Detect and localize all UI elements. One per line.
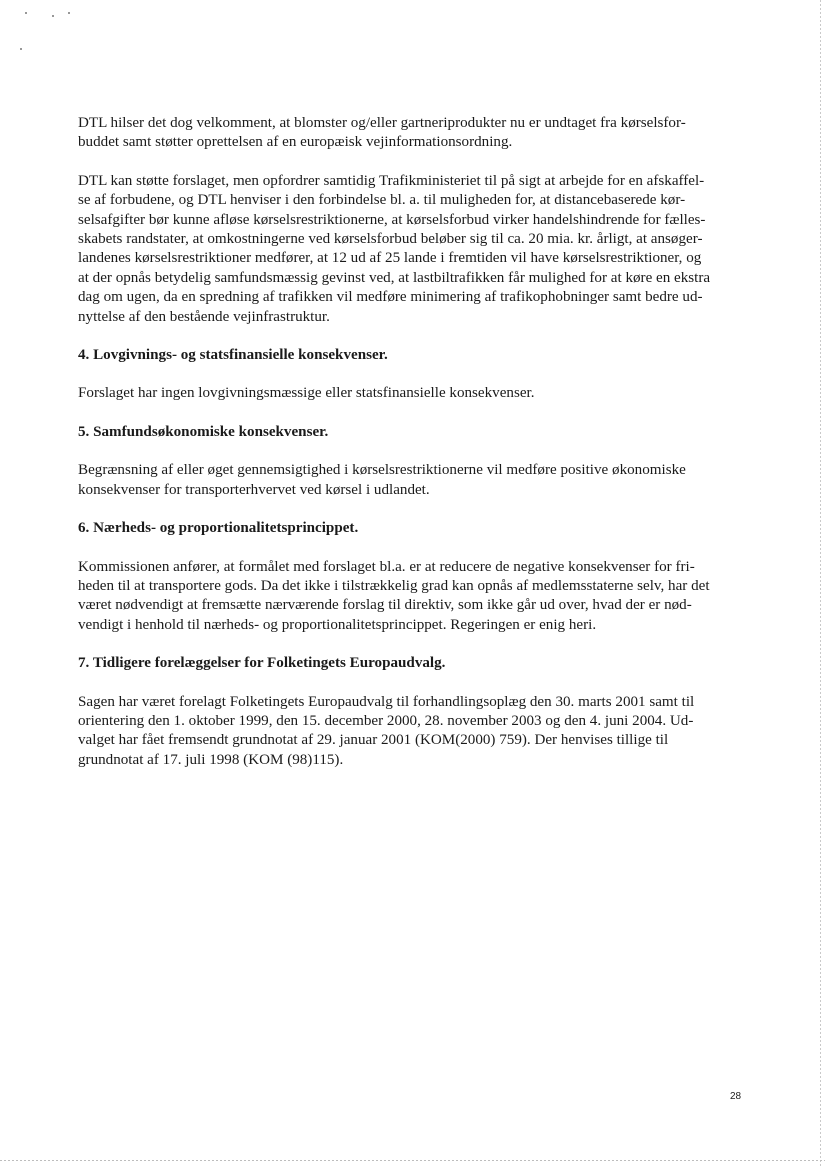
text-line: selsafgifter bør kunne afløse kørselsrestriktionerne, at kørselsforbud virker handelshindrende for fælles- — [78, 211, 706, 228]
scan-speck — [20, 48, 22, 50]
paragraph-economic-consequences — [78, 461, 746, 500]
text-line: orientering den 1. oktober 1999, den 15. december 2000, 28. november 2003 og den 4. juni 2004. Ud- — [78, 712, 694, 729]
text-line: DTL hilser det dog velkomment, at blomster og/eller gartneriprodukter nu er undtaget fra kørselsfor- — [78, 115, 686, 131]
scan-edge-bottom — [0, 1160, 825, 1161]
paragraph-dtl-welcome — [78, 114, 746, 153]
text-line: Sagen har været forelagt Folketingets Europaudvalg til forhandlingsoplæg den 30. marts 2001 samt til — [78, 693, 695, 710]
text-line: været nødvendigt at fremsætte nærværende forslag til direktiv, som ikke går ud over, hvad der er nød- — [78, 597, 692, 614]
text-line: heden til at transportere gods. Da det ikke i tilstrækkelig grad kan opnås af medlemsstaterne selv, har det — [78, 577, 710, 594]
text-line: Forslaget har ingen lovgivningsmæssige eller statsfinansielle konsekvenser. — [78, 385, 535, 402]
paragraph-previous-submissions — [78, 693, 746, 771]
page-number: 28 — [730, 1091, 742, 1102]
paragraph-subsidiarity — [78, 558, 746, 636]
text-line: nyttelse af den bestående vejinfrastruktur. — [78, 308, 330, 325]
text-line: landenes kørselsrestriktioner medfører, at 12 ud af 25 lande i fremtiden vil have kørselsrestriktioner, og — [78, 250, 702, 267]
text-line: DTL kan støtte forslaget, men opfordrer samtidig Trafikministeriet til på sigt at arbejde for en afskaffel- — [78, 172, 705, 189]
text-line: Kommissionen anfører, at formålet med forslaget bl.a. er at reducere de negative konsekvenser for fri- — [78, 558, 695, 575]
scan-speck — [52, 15, 54, 17]
text-line: Begrænsning af eller øget gennemsigtighed i kørselsrestriktionerne vil medføre positive økonomiske — [78, 462, 686, 479]
document-body — [78, 114, 746, 770]
text-line: valget har fået fremsendt grundnotat af 29. januar 2001 (KOM(2000) 759). Der henvises tillige til — [78, 732, 669, 749]
text-line: grundnotat af 17. juli 1998 (KOM (98)115). — [78, 751, 344, 768]
text-line: at der opnås betydelig samfundsmæssig gevinst ved, at lastbiltrafikken får mulighed for at køre en ekstra — [78, 269, 711, 286]
paragraph-dtl-support — [78, 172, 746, 327]
section-heading-7: 7. Tidligere forelæggelser for Folketingets Europaudvalg. — [78, 655, 446, 672]
paragraph-legislative-consequences — [78, 384, 746, 403]
section-heading-4: 4. Lovgivnings- og statsfinansielle konsekvenser. — [78, 347, 388, 364]
text-line: skabets randstater, at omkostningerne ved kørselsforbud beløber sig til ca. 20 mia. kr. årligt, at ansøger- — [78, 231, 703, 248]
scan-speck — [25, 12, 27, 14]
section-heading-5: 5. Samfundsøkonomiske konsekvenser. — [78, 423, 329, 440]
text-line: se af forbudene, og DTL henviser i den forbindelse bl. a. til muligheden for, at distancebaserede kør- — [78, 192, 686, 209]
scan-edge-right — [820, 0, 821, 1167]
text-line: konsekvenser for transporterhvervet ved kørsel i udlandet. — [78, 481, 430, 498]
text-line: buddet samt støtter oprettelsen af en europæisk vejinformationsordning. — [78, 134, 513, 151]
scan-speck — [68, 12, 70, 14]
text-line: vendigt i henhold til nærheds- og proportionalitetsprincippet. Regeringen er enig heri. — [78, 616, 597, 633]
text-line: dag om ugen, da en spredning af trafikken vil medføre minimering af trafikophobninger samt bedre ud- — [78, 289, 703, 306]
section-heading-6: 6. Nærheds- og proportionalitetsprincippet. — [78, 520, 359, 537]
